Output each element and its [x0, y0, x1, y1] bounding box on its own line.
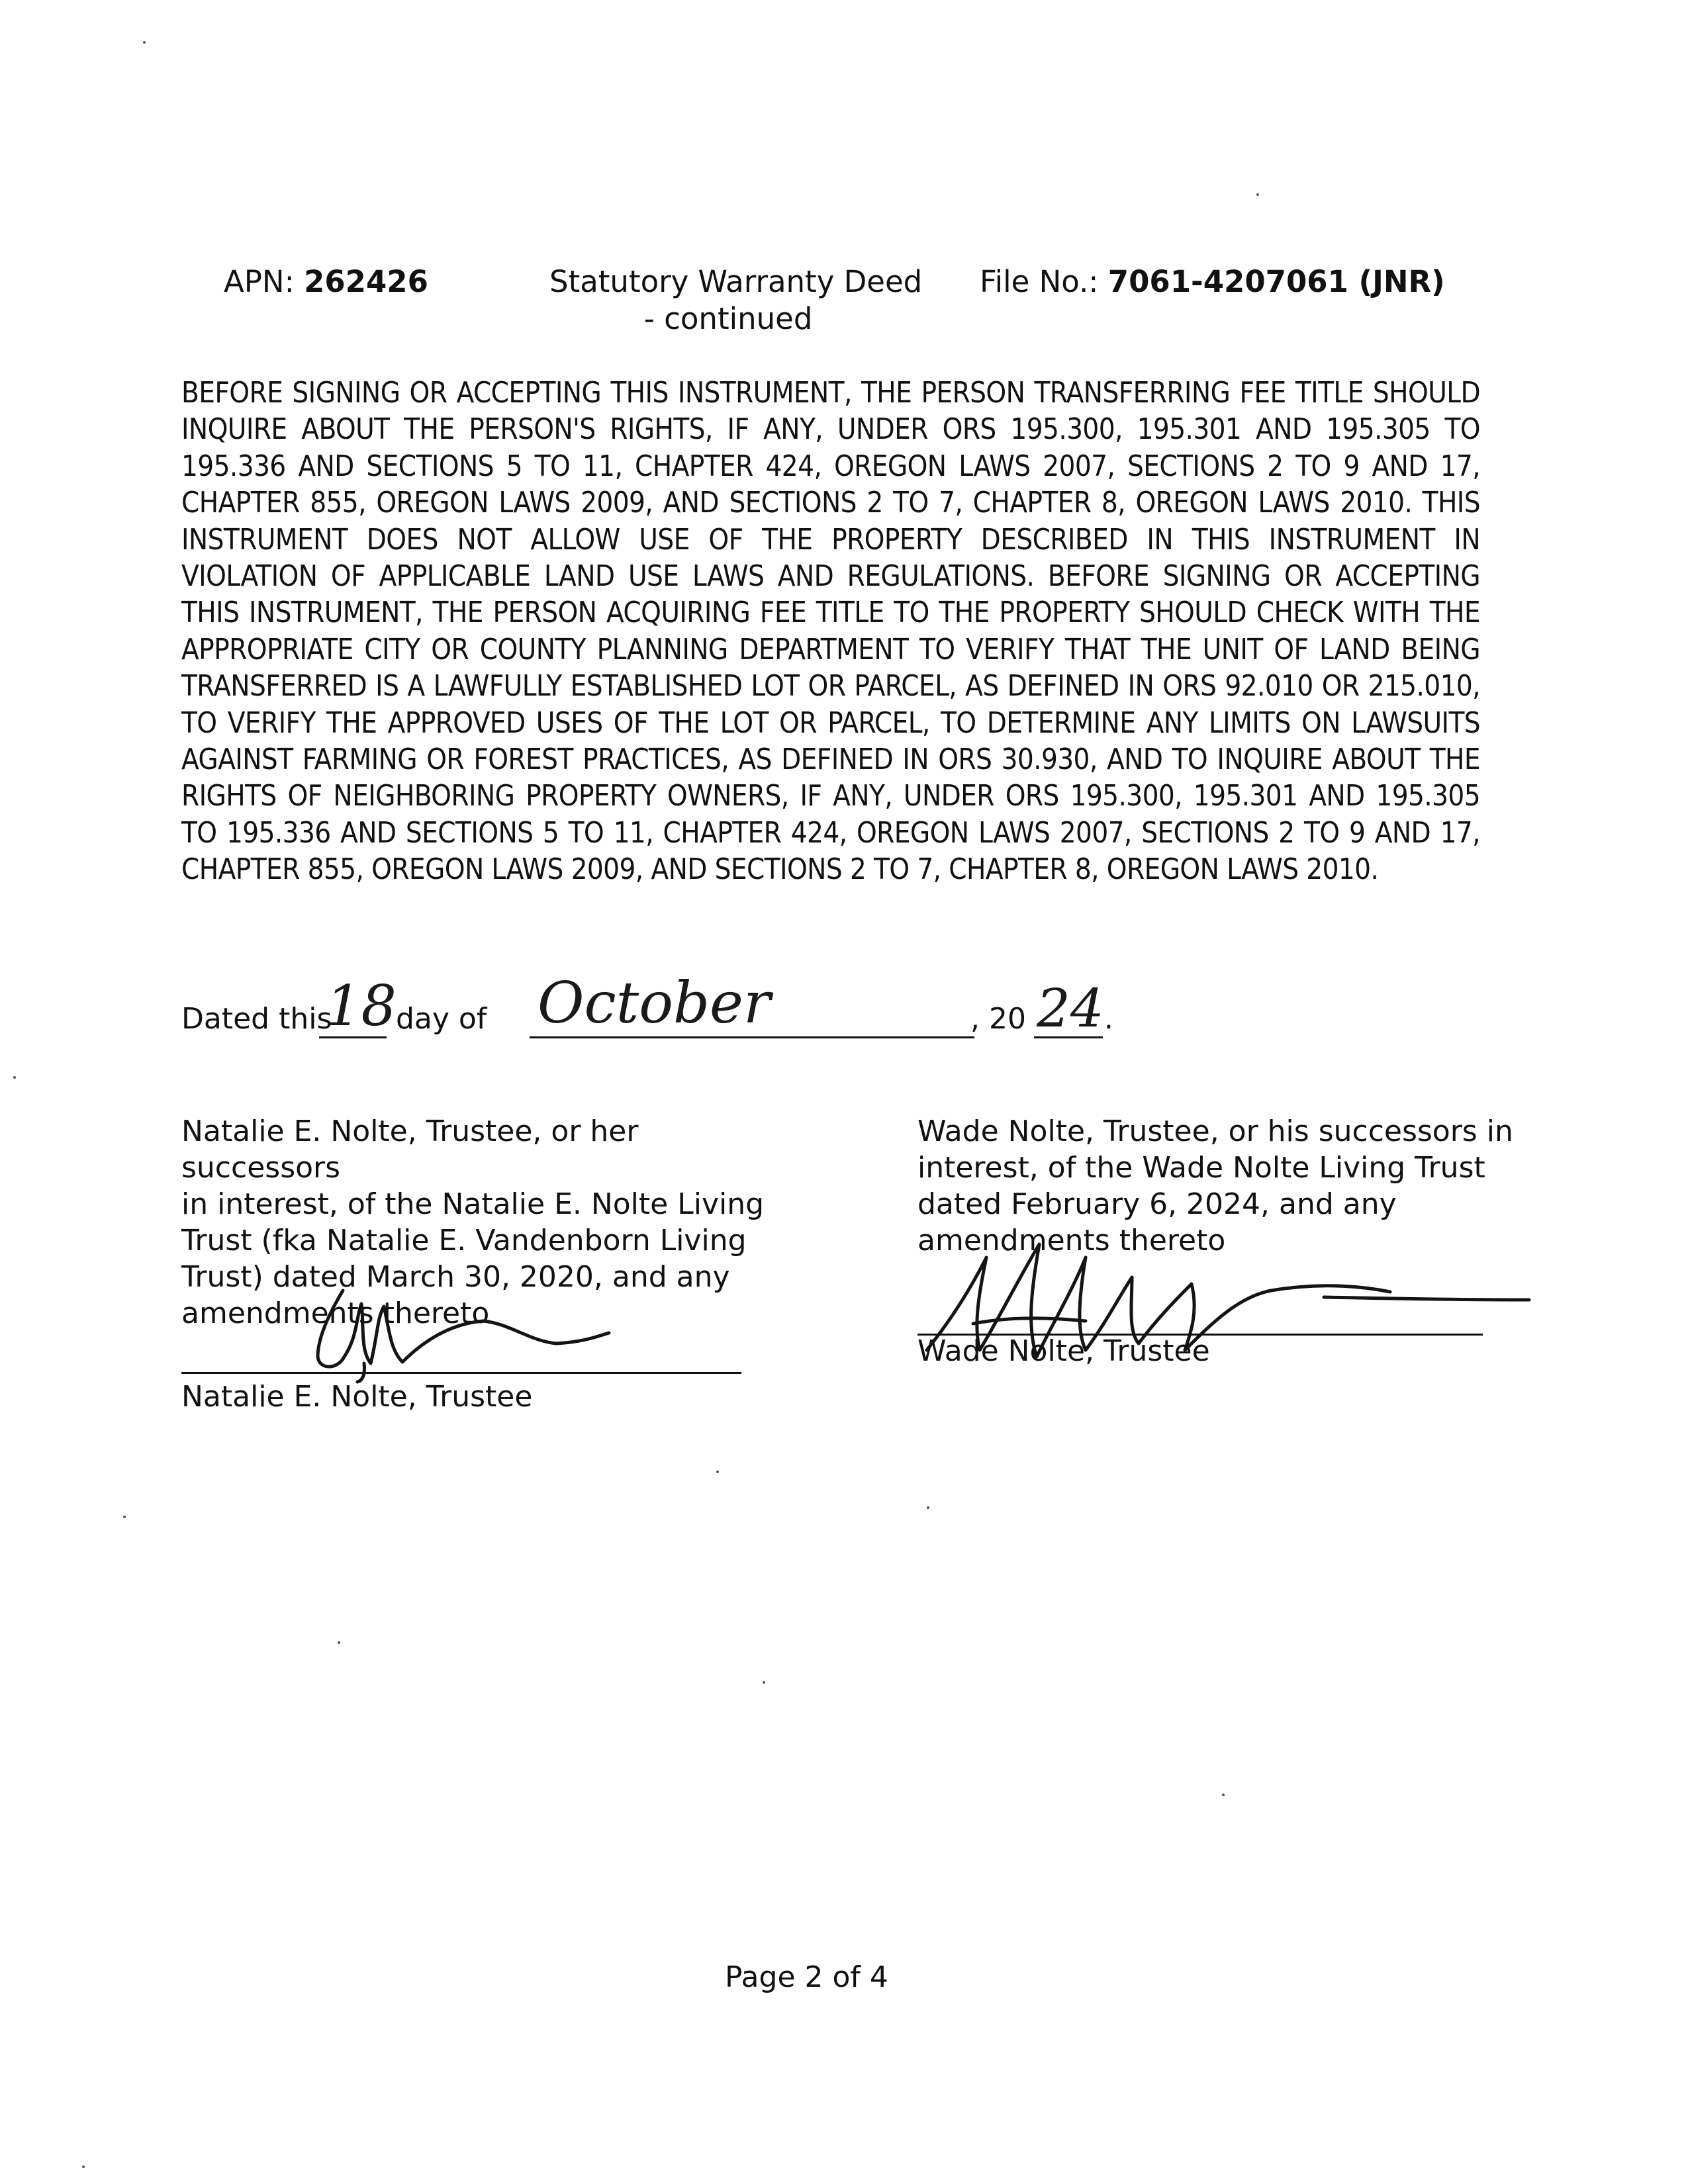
- scan-speck: [123, 1516, 126, 1518]
- left-trust-line: in interest, of the Natalie E. Nolte Living: [181, 1187, 765, 1221]
- month-handwritten: October: [538, 970, 771, 1036]
- right-trust-line: Wade Nolte, Trustee, or his successors in: [917, 1115, 1513, 1148]
- file-number-label: File No.:: [980, 264, 1099, 299]
- dated-prefix: Dated this: [181, 1002, 332, 1036]
- right-trust-line: dated February 6, 2024, and any: [917, 1187, 1397, 1221]
- scan-speck: [716, 1471, 719, 1473]
- document-title-line2: - continued: [643, 301, 813, 336]
- scan-speck: [927, 1506, 929, 1509]
- left-signer-name: Natalie E. Nolte, Trustee: [181, 1380, 533, 1414]
- page-number: Page 2 of 4: [725, 1960, 888, 1994]
- scan-speck: [763, 1681, 765, 1684]
- land-use-notice: BEFORE SIGNING OR ACCEPTING THIS INSTRUMENT, THE PERSON TRANSFERRING FEE TITLE SHOULD INQUIRE ABOUT THE PERSON'S RIGHTS, IF ANY, UNDER ORS 195.300, 195.301 AND 195.305 TO 195.336 AND SECTIONS 5 TO 11, CHAPTER 424, OREGON LAWS 2007, SECTIONS 2 TO 9 AND 17, CHAPTER 855, OREGON LAWS 2009, AND SECTIONS 2 TO 7, CHAPTER 8, OREGON LAWS 2010. THIS INSTRUMENT DOES NOT ALLOW USE OF THE PROPERTY DESCRIBED IN THIS INSTRUMENT IN VIOLATION OF APPLICABLE LAND USE LAWS AND REGULATIONS. BEFORE SIGNING OR ACCEPTING THIS INSTRUMENT, THE PERSON ACQUIRING FEE TITLE TO THE PROPERTY SHOULD CHECK WITH THE APPROPRIATE CITY OR COUNTY PLANNING DEPARTMENT TO VERIFY THAT THE UNIT OF LAND BEING TRANSFERRED IS A LAWFULLY ESTABLISHED LOT OR PARCEL, AS DEFINED IN ORS 92.010 OR 215.010, TO VERIFY THE APPROVED USES OF THE LOT OR PARCEL, TO DETERMINE ANY LIMITS ON LAWSUITS AGAINST FARMING OR FOREST PRACTICES, AS DEFINED IN ORS 30.930, AND TO INQUIRE ABOUT THE RIGHTS OF NEIGHBORING PROPERTY OWNERS, IF ANY, UNDER ORS 195.300, 195.301 AND 195.305 TO 195.336 AND SECTIONS 5 TO 11, CHAPTER 424, OREGON LAWS 2007, SECTIONS 2 TO 9 AND 17, CHAPTER 855, OREGON LAWS 2009, AND SECTIONS 2 TO 7, CHAPTER 8, OREGON LAWS 2010.: [181, 377, 1480, 887]
- right-trust-line: amendments thereto: [917, 1224, 1226, 1257]
- scan-speck: [82, 2165, 85, 2168]
- left-trust-line: amendments thereto: [181, 1297, 490, 1330]
- document-title: [549, 263, 923, 338]
- right-trust-line: interest, of the Wade Nolte Living Trust: [917, 1151, 1485, 1185]
- file-number-field: [980, 263, 1445, 300]
- right-signer-name: Wade Nolte, Trustee: [917, 1334, 1210, 1368]
- scan-speck: [13, 1076, 16, 1079]
- dated-middle: day of: [396, 1002, 487, 1036]
- day-handwritten: 18: [326, 974, 397, 1038]
- month-blank-line: [530, 1036, 974, 1038]
- scan-speck: [1256, 193, 1259, 196]
- scan-speck: [143, 41, 146, 44]
- year-handwritten: 24: [1037, 978, 1104, 1039]
- scan-speck: [1222, 1794, 1225, 1796]
- left-trust-line: Trust (fka Natalie E. Vandenborn Living: [181, 1224, 747, 1257]
- left-signature-line: [181, 1372, 741, 1374]
- apn-field: [224, 263, 428, 300]
- left-trust-line: Trust) dated March 30, 2020, and any: [181, 1260, 730, 1294]
- dated-suffix: .: [1104, 1002, 1113, 1036]
- file-number-value: 7061-4207061 (JNR): [1107, 264, 1445, 299]
- scan-speck: [338, 1641, 340, 1644]
- dated-year-prefix: , 20: [970, 1002, 1026, 1036]
- left-signature-scrawl: [291, 1277, 635, 1383]
- apn-value: 262426: [304, 264, 428, 299]
- document-title-line1: Statutory Warranty Deed: [549, 264, 923, 299]
- apn-label: APN:: [224, 264, 295, 299]
- left-trust-line: Natalie E. Nolte, Trustee, or her successors: [181, 1115, 639, 1185]
